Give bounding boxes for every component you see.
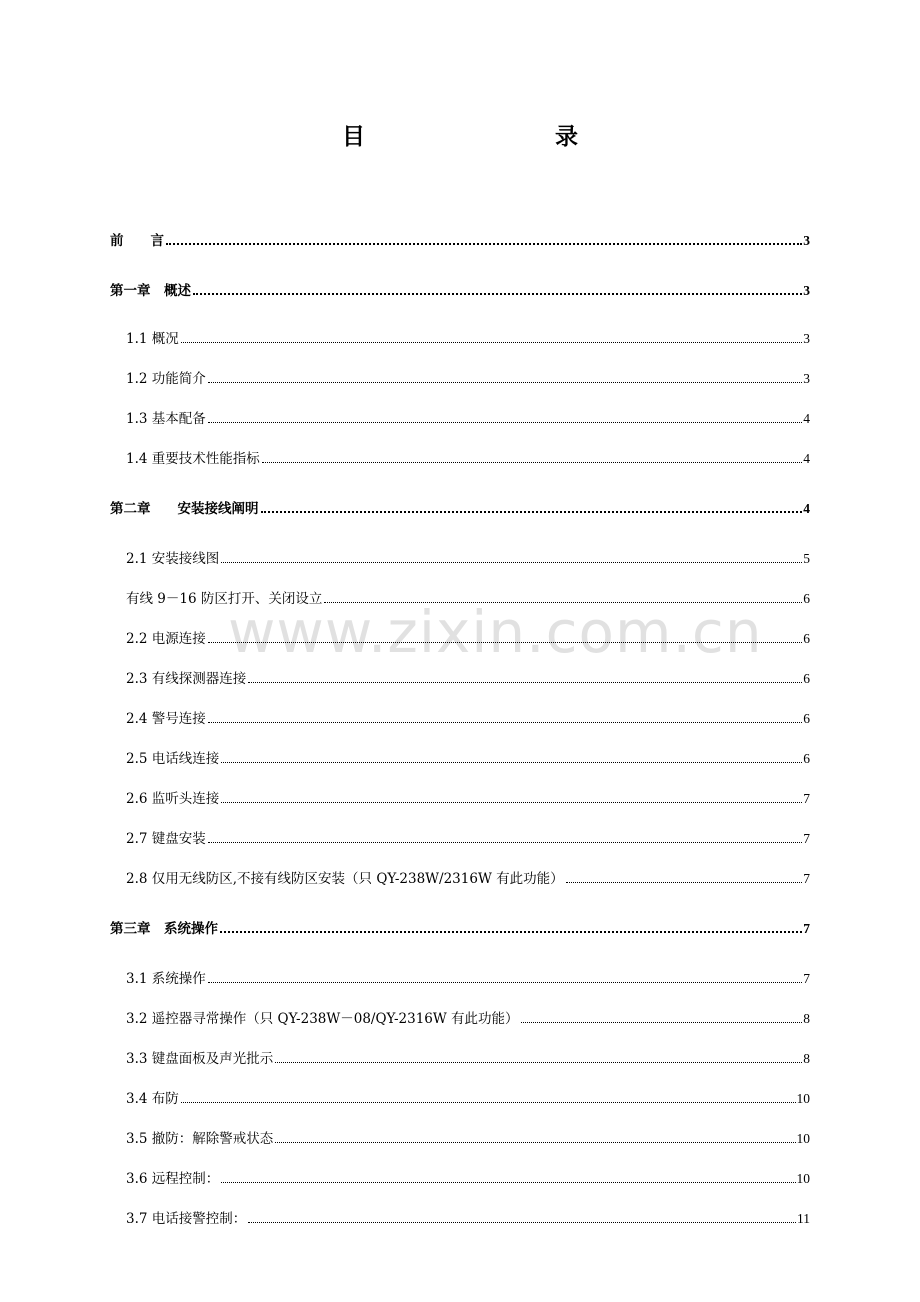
toc-section-entry[interactable] — [126, 749, 810, 767]
toc-entry-label: 2.5 电话线连接 — [126, 751, 220, 767]
toc-entry-label: 第三章 系统操作 — [110, 921, 218, 937]
toc-page-number: 6 — [803, 671, 810, 686]
toc-entry-label: 1.1 概况 — [126, 331, 179, 347]
toc-leader-dots — [261, 511, 803, 513]
toc-leader-dots — [208, 382, 802, 383]
toc-page-number: 6 — [803, 711, 810, 726]
toc-entry-label: 3.6 远程控制： — [126, 1171, 220, 1187]
toc-leader-dots — [262, 462, 802, 463]
watermark: www.zixin.com.cn — [228, 598, 763, 666]
toc-chapter-entry[interactable] — [110, 919, 810, 937]
toc-chapter-entry[interactable] — [110, 499, 810, 517]
toc-leader-dots — [221, 762, 802, 763]
toc-page-number: 7 — [803, 871, 810, 886]
toc-page-number: 10 — [796, 1131, 810, 1146]
toc-leader-dots — [220, 931, 802, 933]
toc-section-entry[interactable] — [126, 369, 810, 387]
toc-section-entry[interactable] — [126, 789, 810, 807]
toc-leader-dots — [166, 243, 802, 245]
toc-page-number: 6 — [803, 631, 810, 646]
toc-entry-label: 2.8 仅用无线防区,不接有线防区安装（只 QY-238W/2316W 有此功能） — [126, 871, 564, 887]
toc-entry-label: 3.5 撤防：解除警戒状态 — [126, 1131, 274, 1147]
toc-page-number: 3 — [803, 371, 810, 386]
toc-entry-label: 3.2 遥控器寻常操作（只 QY-238W－08/QY-2316W 有此功能） — [126, 1011, 519, 1027]
toc-page-number: 3 — [803, 331, 810, 346]
toc-leader-dots — [208, 642, 802, 643]
toc-leader-dots — [275, 1062, 802, 1063]
toc-section-entry[interactable] — [126, 589, 810, 607]
toc-entry-label: 3.4 布防 — [126, 1091, 179, 1107]
toc-leader-dots — [221, 1182, 795, 1183]
toc-entry-label: 有线 9－16 防区打开、关闭设立 — [126, 591, 323, 607]
toc-entry-label: 2.6 监听头连接 — [126, 791, 220, 807]
toc-leader-dots — [324, 602, 802, 603]
toc-section-entry[interactable] — [126, 449, 810, 467]
toc-section-entry[interactable] — [126, 969, 810, 987]
toc-page-number: 10 — [796, 1171, 810, 1186]
toc-section-entry[interactable] — [126, 1009, 810, 1027]
toc-page-number: 7 — [803, 791, 810, 806]
toc-page-number: 7 — [803, 921, 810, 936]
toc-page-number: 6 — [803, 591, 810, 606]
toc-entry-label: 第一章 概述 — [110, 283, 191, 299]
toc-page-number: 7 — [803, 831, 810, 846]
toc-chapter-entry[interactable] — [110, 281, 810, 299]
toc-section-entry[interactable] — [126, 1209, 810, 1227]
toc-entry-label: 2.7 键盘安装 — [126, 831, 206, 847]
toc-leader-dots — [208, 722, 802, 723]
page-title: 目 录 — [342, 123, 626, 150]
toc-page-number: 4 — [803, 501, 810, 516]
toc-leader-dots — [181, 342, 802, 343]
toc-section-entry[interactable] — [126, 869, 810, 887]
toc-section-entry[interactable] — [126, 549, 810, 567]
toc-section-entry[interactable] — [126, 1049, 810, 1067]
toc-chapter-entry[interactable] — [110, 231, 810, 249]
toc-section-entry[interactable] — [126, 409, 810, 427]
toc-page-number: 3 — [803, 233, 810, 248]
toc-page-number: 3 — [803, 283, 810, 298]
toc-section-entry[interactable] — [126, 629, 810, 647]
toc-leader-dots — [193, 293, 802, 295]
toc-entry-label: 1.2 功能简介 — [126, 371, 206, 387]
toc-leader-dots — [208, 842, 802, 843]
toc-entry-label: 3.3 键盘面板及声光批示 — [126, 1051, 274, 1067]
toc-section-entry[interactable] — [126, 1129, 810, 1147]
toc-leader-dots — [181, 1102, 796, 1103]
toc-page-number: 7 — [803, 971, 810, 986]
toc-leader-dots — [275, 1142, 795, 1143]
toc-leader-dots — [221, 562, 802, 563]
toc-leader-dots — [248, 682, 802, 683]
toc-entry-label: 2.2 电源连接 — [126, 631, 206, 647]
toc-entry-label: 3.7 电话接警控制： — [126, 1211, 247, 1227]
toc-leader-dots — [208, 982, 802, 983]
toc-entry-label: 前 言 — [110, 233, 164, 249]
toc-leader-dots — [208, 422, 802, 423]
toc-entry-label: 1.3 基本配备 — [126, 411, 206, 427]
toc-entry-label: 2.4 警号连接 — [126, 711, 206, 727]
toc-entry-label: 第二章 安装接线阐明 — [110, 501, 259, 517]
toc-entry-label: 2.3 有线探测器连接 — [126, 671, 247, 687]
toc-entry-label: 1.4 重要技术性能指标 — [126, 451, 260, 467]
toc-page-number: 10 — [796, 1091, 810, 1106]
toc-leader-dots — [566, 882, 803, 883]
toc-page-number: 4 — [803, 411, 810, 426]
toc-entry-label: 3.1 系统操作 — [126, 971, 206, 987]
toc-page-number: 11 — [797, 1211, 810, 1226]
toc-page-number: 4 — [803, 451, 810, 466]
toc-section-entry[interactable] — [126, 669, 810, 687]
toc-section-entry[interactable] — [126, 709, 810, 727]
toc-leader-dots — [221, 802, 802, 803]
toc-page-number: 8 — [803, 1051, 810, 1066]
toc-section-entry[interactable] — [126, 1089, 810, 1107]
toc-leader-dots — [521, 1022, 803, 1023]
toc-section-entry[interactable] — [126, 829, 810, 847]
toc-page-number: 6 — [803, 751, 810, 766]
toc-leader-dots — [248, 1222, 796, 1223]
toc-page-number: 8 — [803, 1011, 810, 1026]
toc-page-number: 5 — [803, 551, 810, 566]
toc-entry-label: 2.1 安装接线图 — [126, 551, 220, 567]
toc-section-entry[interactable] — [126, 1169, 810, 1187]
toc-section-entry[interactable] — [126, 329, 810, 347]
